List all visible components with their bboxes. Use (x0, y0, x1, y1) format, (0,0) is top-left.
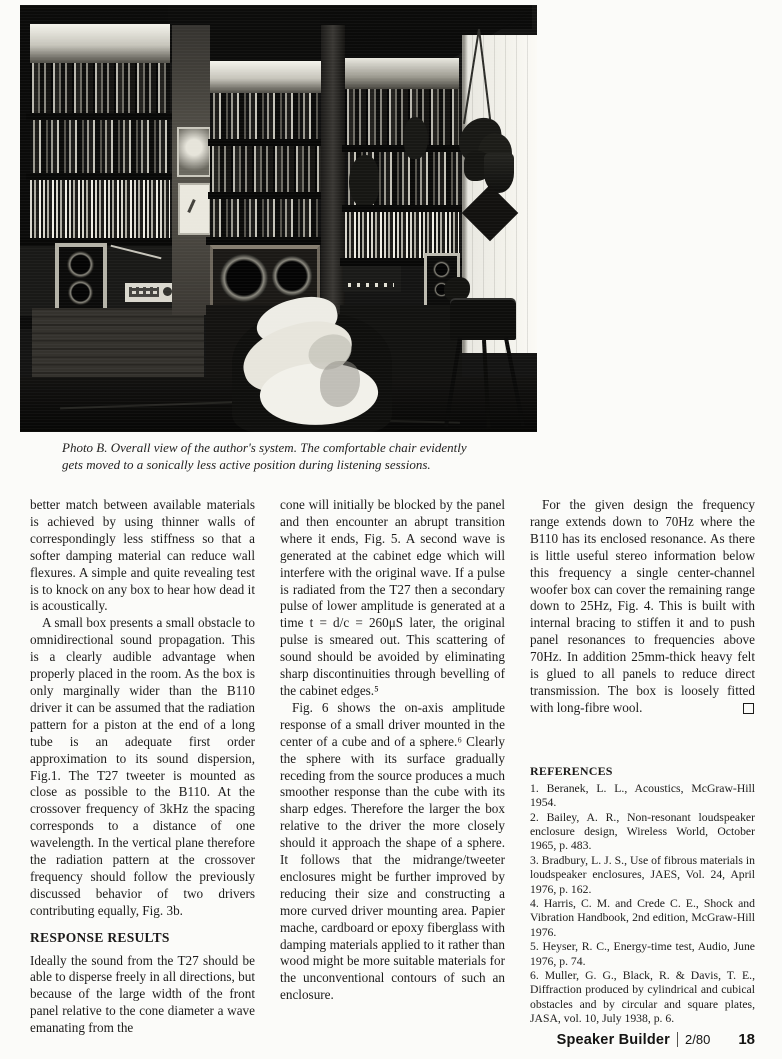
magazine-name: Speaker Builder (556, 1031, 670, 1048)
reference-item: 4. Harris, C. M. and Crede C. E., Shock and Vibration Handbook, 2nd edition, McGraw-Hill 1976. (530, 896, 755, 939)
photo-grain-overlay (20, 5, 537, 432)
end-of-article-mark (743, 703, 754, 714)
paragraph: For the given design the frequency range extends down to 70Hz where the B110 has its enclosed resonance. As there is little useful stereo information below this frequency a single center-channel woofer box can cover the remaining range down to 25Hz, Fig. 4. This is built with internal bracing to stiffen it and to push panel resonances to frequencies above 70Hz. In addition 25mm-thick heavy felt is glued to all panels to reduce direct transmission. The box is loosely fitted with long-fibre wool. (530, 497, 755, 715)
response-results-heading: RESPONSE RESULTS (30, 929, 170, 945)
photo-caption (62, 439, 492, 473)
caption-line: Photo B. Overall view of the author's system. The comfortable chair evidently (62, 440, 467, 455)
paragraph: A small box presents a small obstacle to omnidirectional sound propagation. This is a clearly audible advantage when properly placed in the room. As the box is only marginally wider than the B110 driver it can be assumed that the radiation pattern for a piston at the end of a long tube is an adequate first order approximation to its sound dispersion, Fig.1. The T27 tweeter is mounted as close as possible to the B110. At the crossover frequency of 3kHz the spacing corresponds to a distance of one wavelength. In the vertical plane therefore the radiation pattern at the crossover frequency should follow the previously discussed behavior of two drivers contributing equally, Fig. 3b. (30, 615, 255, 918)
issue-number: 2/80 (685, 1032, 711, 1047)
footer-divider (677, 1032, 678, 1047)
column-2 (280, 497, 505, 1037)
reference-item: 3. Bradbury, L. J. S., Use of fibrous materials in loudspeaker enclosures, JAES, Vol. 24, April 1976, p. 162. (530, 853, 755, 896)
caption-line: gets moved to a sonically less active position during listening sessions. (62, 457, 431, 472)
reference-item: 2. Bailey, A. R., Non-resonant loudspeaker enclosure design, Wireless World, October 1965, p. 483. (530, 810, 755, 853)
article-body (30, 497, 755, 1037)
references-heading: REFERENCES (530, 763, 613, 778)
reference-item: 6. Muller, G. G., Black, R. & Davis, T. E., Diffraction produced by cylindrical and cubical obstacles and by circular and square plates, JASA, vol. 10, July 1938, p. 6. (530, 968, 755, 1026)
paragraph: better match between available materials is achieved by using thinner walls of correspondingly less stiffness so that a softer damping material can reduce wall flexures. A simple and quite revealing test is to knock on any box to hear how dead it is acoustically. (30, 497, 255, 614)
page-footer (557, 1031, 755, 1048)
reference-item: 1. Beranek, L. L., Acoustics, McGraw-Hill 1954. (530, 781, 755, 810)
column-1 (30, 497, 255, 1037)
page-number: 18 (738, 1031, 755, 1048)
reference-item: 5. Heyser, R. C., Energy-time test, Audio, June 1976, p. 74. (530, 940, 755, 968)
column-3 (530, 497, 755, 1037)
photo-b (20, 5, 537, 432)
paragraph: cone will initially be blocked by the panel and then encounter an abrupt transition where it ends, Fig. 5. A second wave is generated at the cabinet edge which will interfere with the original wave. If a pulse is radiated from the T27 then a secondary pulse of lower amplitude is generated at a time t = d/c = 260μS later, the original pulse is smeared out. This scattering of sound should be avoided by eliminating sharp discontinuities through bevelling of the cabinet edges.⁵ (280, 497, 505, 698)
paragraph: Fig. 6 shows the on-axis amplitude response of a small driver mounted in the center of a cube and of a sphere.⁶ Clearly the sphere with its surface gradually receding from the source produces a much smoother response than the cube with its sharp edges. Therefore the larger the box relative to the driver the more closely should it approach the shape of a sphere. It follows that the midrange/tweeter enclosures might be further improved by reducing their size and constructing a more curved driver mounting area. Papier mache, cardboard or epoxy fiberglass with damping materials applied to it rather than wood might be more suitable materials for the unconventional contours of such an enclosure. (280, 699, 505, 1003)
paragraph: Ideally the sound from the T27 should be able to disperse freely in all directions, but because of the large width of the front panel relative to the cone diameter a wave emanating from the (30, 952, 255, 1036)
